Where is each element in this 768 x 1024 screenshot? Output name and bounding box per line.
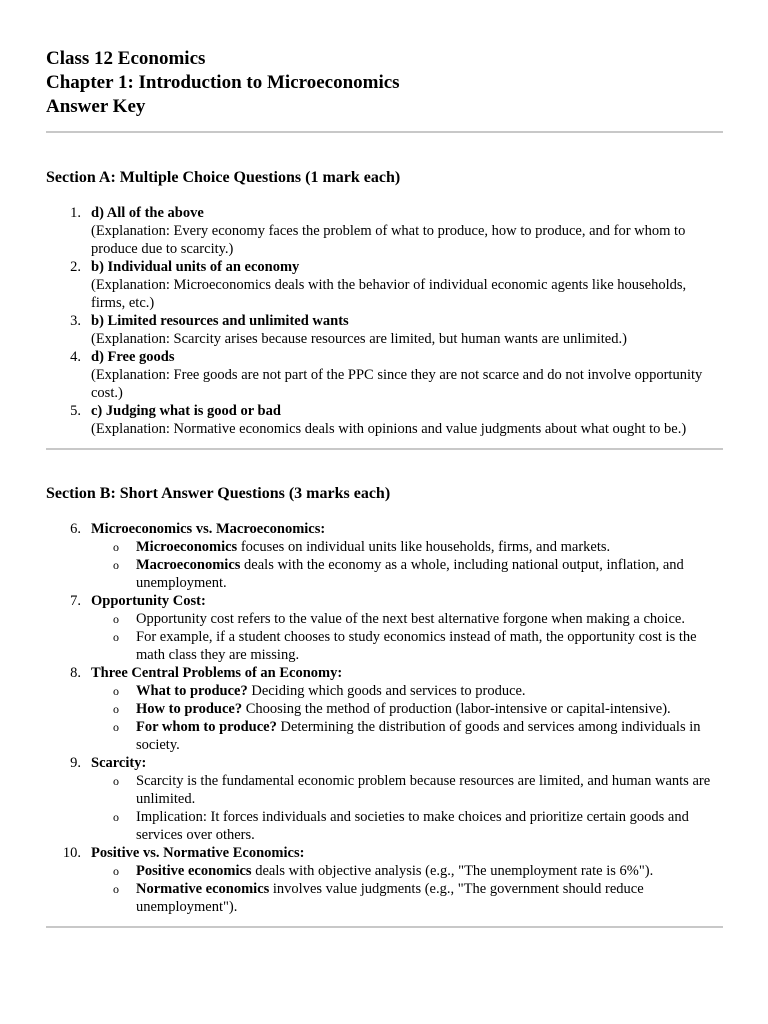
- answer-text: c) Judging what is good or bad: [91, 403, 281, 419]
- point-term: How to produce?: [136, 701, 243, 717]
- mcq-answer: [46, 402, 723, 438]
- divider: [46, 926, 723, 928]
- short-answer: [46, 754, 723, 844]
- answer-point: [91, 772, 723, 808]
- divider: [46, 448, 723, 450]
- answer-heading: Three Central Problems of an Economy:: [91, 665, 343, 681]
- bullet-icon: o: [113, 684, 119, 698]
- answer-points: [91, 610, 723, 664]
- bullet-icon: o: [113, 810, 119, 824]
- point-text: Determining the distribution of goods and services among individuals in society.: [136, 719, 701, 753]
- short-answer: [46, 844, 723, 916]
- answer-point: [91, 610, 723, 628]
- section-a-list: [46, 204, 723, 438]
- point-term: Macroeconomics: [136, 557, 241, 573]
- answer-heading: Opportunity Cost:: [91, 593, 206, 609]
- answer-point: [91, 682, 723, 700]
- answer-point: [91, 718, 723, 754]
- divider: [46, 131, 723, 133]
- explanation-text: (Explanation: Microeconomics deals with the behavior of individual economic agents like households, firms, etc.): [91, 277, 687, 311]
- bullet-icon: o: [113, 558, 119, 572]
- explanation-text: (Explanation: Every economy faces the problem of what to produce, how to produce, and for whom to produce due to scarcity.): [91, 223, 686, 257]
- document-title: [46, 0, 723, 119]
- section-b-list: [46, 520, 723, 916]
- answer-text: d) All of the above: [91, 205, 204, 221]
- short-answer: [46, 664, 723, 754]
- item-number: 8.: [70, 665, 81, 681]
- point-text: Opportunity cost refers to the value of the next best alternative forgone when making a choice.: [136, 611, 685, 627]
- answer-point: [91, 628, 723, 664]
- point-text: Scarcity is the fundamental economic problem because resources are limited, and human wants are unlimited.: [136, 773, 711, 807]
- item-number: 3.: [70, 313, 81, 329]
- bullet-icon: o: [113, 720, 119, 734]
- explanation-text: (Explanation: Free goods are not part of the PPC since they are not scarce and do not involve opportunity cost.): [91, 367, 703, 401]
- item-number: 6.: [70, 521, 81, 537]
- point-term: What to produce?: [136, 683, 248, 699]
- point-text: focuses on individual units like households, firms, and markets.: [237, 539, 611, 555]
- bullet-icon: o: [113, 540, 119, 554]
- answer-point: [91, 538, 723, 556]
- answer-key-document: [46, 0, 723, 928]
- answer-points: [91, 538, 723, 592]
- item-number: 1.: [70, 205, 81, 221]
- answer-point: [91, 862, 723, 880]
- item-number: 2.: [70, 259, 81, 275]
- point-text: deals with objective analysis (e.g., "The unemployment rate is 6%").: [251, 863, 654, 879]
- point-text: involves value judgments (e.g., "The government should reduce unemployment").: [136, 881, 644, 915]
- title-chapter: Chapter 1: Introduction to Microeconomics: [46, 72, 400, 93]
- point-term: For whom to produce?: [136, 719, 277, 735]
- explanation-text: (Explanation: Normative economics deals with opinions and value judgments about what ought to be.): [91, 421, 687, 437]
- answer-text: d) Free goods: [91, 349, 175, 365]
- mcq-answer: [46, 258, 723, 312]
- point-text: Choosing the method of production (labor-intensive or capital-intensive).: [242, 701, 671, 717]
- answer-heading: Positive vs. Normative Economics:: [91, 845, 305, 861]
- answer-points: [91, 862, 723, 916]
- item-number: 10.: [62, 845, 81, 861]
- bullet-icon: o: [113, 630, 119, 644]
- point-text: deals with the economy as a whole, including national output, inflation, and unemployment.: [136, 557, 684, 591]
- point-text: Deciding which goods and services to produce.: [247, 683, 526, 699]
- answer-heading: Scarcity:: [91, 755, 147, 771]
- bullet-icon: o: [113, 774, 119, 788]
- point-term: Positive economics: [136, 863, 252, 879]
- answer-point: [91, 808, 723, 844]
- answer-points: [91, 772, 723, 844]
- item-number: 7.: [70, 593, 81, 609]
- bullet-icon: o: [113, 864, 119, 878]
- mcq-answer: [46, 312, 723, 348]
- point-term: Microeconomics: [136, 539, 238, 555]
- item-number: 9.: [70, 755, 81, 771]
- section-a-title: Section A: Multiple Choice Questions (1 mark each): [46, 169, 401, 186]
- short-answer: [46, 592, 723, 664]
- item-number: 4.: [70, 349, 81, 365]
- answer-heading: Microeconomics vs. Macroeconomics:: [91, 521, 326, 537]
- answer-points: [91, 682, 723, 754]
- item-number: 5.: [70, 403, 81, 419]
- answer-text: b) Individual units of an economy: [91, 259, 300, 275]
- bullet-icon: o: [113, 702, 119, 716]
- mcq-answer: [46, 348, 723, 402]
- bullet-icon: o: [113, 612, 119, 626]
- point-text: Implication: It forces individuals and societies to make choices and prioritize certain goods and services over others.: [136, 809, 689, 843]
- answer-point: [91, 556, 723, 592]
- mcq-answer: [46, 204, 723, 258]
- title-answer-key: Answer Key: [46, 96, 146, 117]
- title-class: Class 12 Economics: [46, 48, 206, 69]
- section-b-title: Section B: Short Answer Questions (3 marks each): [46, 485, 391, 502]
- explanation-text: (Explanation: Scarcity arises because resources are limited, but human wants are unlimited.): [91, 331, 627, 347]
- answer-point: [91, 880, 723, 916]
- point-text: For example, if a student chooses to study economics instead of math, the opportunity cost is the math class they are missing.: [136, 629, 697, 663]
- answer-point: [91, 700, 723, 718]
- point-term: Normative economics: [136, 881, 270, 897]
- short-answer: [46, 520, 723, 592]
- answer-text: b) Limited resources and unlimited wants: [91, 313, 349, 329]
- bullet-icon: o: [113, 882, 119, 896]
